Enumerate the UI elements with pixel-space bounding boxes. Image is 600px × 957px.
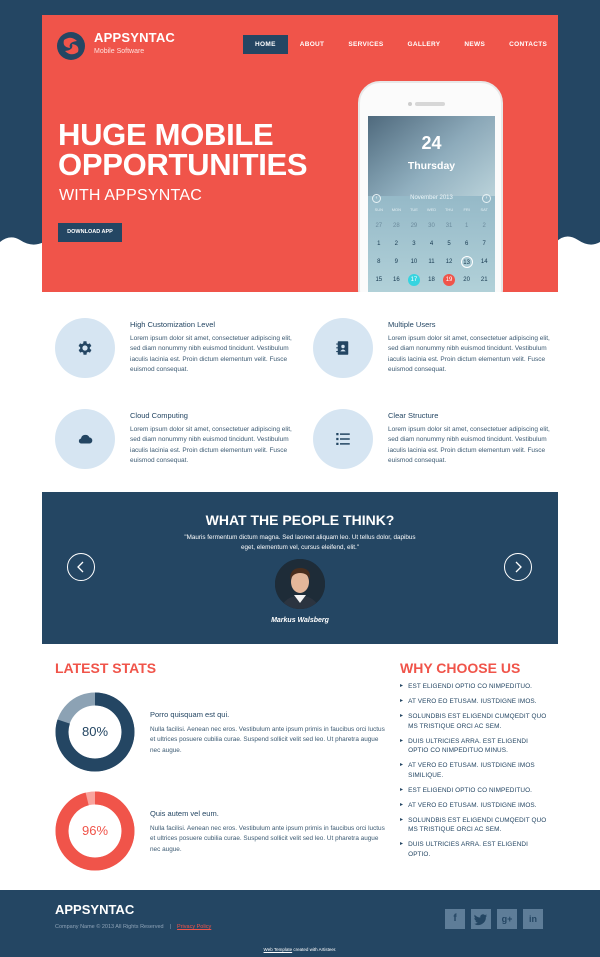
nav-gallery[interactable]: GALLERY (407, 41, 441, 48)
calendar-weekday-label: TUE (409, 207, 418, 212)
why-list-item-text: AT VERO EO ETUSAM. IUSTDIGNE IMOS. (408, 801, 537, 809)
chevron-right-icon: ▸ (400, 786, 404, 793)
calendar-day[interactable]: 17 (408, 274, 420, 286)
hero-title (58, 117, 308, 182)
calendar-day[interactable]: 31 (445, 223, 453, 229)
why-list-item-text: AT VERO EO ETUSAM. IUSTDIGNE IMOS. (408, 698, 537, 705)
footer-separator: | (169, 924, 172, 930)
twitter-icon[interactable] (471, 909, 491, 929)
logo[interactable] (56, 31, 175, 61)
feature-title: Cloud Computing (130, 411, 188, 420)
stat-value: 96% (81, 823, 109, 838)
why-list-item-text: EST ELIGENDI OPTIO CO NIMPEDITUO. (408, 683, 533, 690)
calendar-weekday-row (370, 207, 493, 216)
feature-title: High Customization Level (130, 320, 216, 329)
calendar-day[interactable]: 16 (393, 277, 400, 283)
nav-home[interactable]: HOME (243, 35, 288, 54)
nav-services[interactable]: SERVICES (348, 41, 384, 48)
calendar-day[interactable]: 8 (377, 259, 381, 265)
google-plus-icon[interactable]: g+ (497, 909, 517, 929)
nav-contacts[interactable]: CONTACTS (509, 41, 548, 48)
testimonial-prev-button[interactable] (67, 553, 95, 581)
footer-copyright (55, 924, 211, 930)
feature-multiple-users (313, 318, 553, 380)
calendar-day[interactable]: 1 (377, 241, 381, 247)
why-list-item-text: SOLUNDBIS EST ELIGENDI CUMQEDIT QUO MS TRISTIQUE ORCI AC SEM. (408, 816, 547, 833)
calendar-day[interactable]: 19 (443, 274, 455, 286)
calendar-month: November 2013 (410, 195, 453, 201)
calendar-day[interactable]: 15 (375, 277, 383, 283)
calendar-day[interactable]: 9 (394, 259, 399, 265)
download-app-button[interactable]: DOWNLOAD APP (58, 223, 122, 242)
feature-icon-circle (55, 409, 115, 469)
chevron-right-icon: ▸ (400, 737, 404, 744)
testimonial-section (42, 492, 558, 644)
why-list-item[interactable] (400, 840, 550, 859)
footer-credit (0, 947, 600, 952)
stat-title: Porro quisquam est qui. (150, 710, 230, 719)
twitter-bird-icon (471, 909, 491, 929)
why-list-item-text: DUIS ULTRICIES ARRA. EST ELIGENDI OPTIO. (408, 841, 529, 858)
why-list-item-text: SOLUNDBIS EST ELIGENDI CUMQEDIT QUO MS TRISTIQUE ORCI AC SEM. (408, 713, 547, 730)
list-icon (334, 430, 352, 448)
why-list-item[interactable] (400, 682, 550, 692)
chevron-right-icon: ▸ (400, 762, 404, 768)
stat-donut-1 (55, 692, 135, 772)
stat-title: Quis autem vel eum. (150, 809, 219, 818)
calendar-grid (370, 220, 493, 286)
stat-text: Nulla facilisi. Aenean nec eros. Vestibulum ante ipsum primis in faucibus orci luctus et ultrices posuere cubilia curae. Suspend sollicit velit sed leo. Ut pharetra augue nec augue. (150, 726, 385, 754)
calendar-day[interactable]: 3 (412, 241, 416, 247)
brand-tagline: Mobile Software (94, 48, 145, 55)
testimonial-next-button[interactable] (504, 553, 532, 581)
phone-screen (368, 116, 495, 292)
feature-icon-circle (313, 409, 373, 469)
chevron-right-icon: ▸ (400, 713, 404, 719)
gear-icon (76, 339, 94, 357)
calendar-weekday-label: WED (426, 207, 437, 212)
web-template-link[interactable]: Web Template (263, 947, 293, 952)
stat-donut-2 (55, 791, 135, 871)
privacy-policy-link[interactable]: Privacy Policy (177, 924, 212, 930)
cloud-icon (76, 430, 94, 448)
chevron-right-icon: ▸ (400, 841, 404, 847)
avatar (275, 559, 325, 609)
calendar-day[interactable]: 29 (410, 223, 418, 229)
why-choose-us-title: WHY CHOOSE US (400, 660, 521, 676)
calendar-next-icon: › (482, 194, 491, 203)
testimonial-author: Markus Walsberg (271, 617, 329, 624)
calendar-day[interactable]: 2 (482, 223, 486, 229)
why-list-item-text: AT VERO EO ETUSAM. IUSTDIGNE IMOS SIMILIQUE. (408, 762, 535, 779)
why-list-item-text: DUIS ULTRICIES ARRA. EST ELIGENDI OPTIO CO NIMPEDITUO MINUS. (408, 737, 529, 754)
phone-camera (408, 102, 412, 106)
feature-clear-structure (313, 409, 553, 471)
calendar-day[interactable]: 5 (447, 241, 451, 247)
logo-icon (56, 31, 86, 61)
why-list-item[interactable] (400, 761, 550, 780)
calendar-day[interactable]: 20 (463, 277, 470, 283)
why-list-item[interactable] (400, 816, 550, 835)
chevron-right-icon: ▸ (400, 816, 404, 823)
copyright-text: Company Name © 2013 All Rights Reserved (55, 924, 164, 930)
why-choose-us-list (400, 682, 550, 865)
calendar-day[interactable]: 21 (480, 277, 488, 283)
linkedin-icon[interactable]: in (523, 909, 543, 929)
chevron-right-icon: ▸ (400, 683, 404, 689)
calendar-weekday-label: SAT (480, 207, 488, 212)
testimonial-title: WHAT THE PEOPLE THINK? (205, 512, 395, 528)
calendar-day[interactable]: 4 (429, 241, 434, 247)
hero-title-line2: OPPORTUNITIES (58, 147, 308, 182)
calendar-day[interactable]: 30 (428, 223, 435, 229)
feature-icon-circle (313, 318, 373, 378)
why-list-item[interactable] (400, 737, 550, 756)
footer (0, 890, 600, 957)
why-list-item[interactable] (400, 801, 550, 811)
hero-subtitle: WITH APPSYNTAC (59, 187, 202, 204)
credit-text: created with Artisteer. (292, 947, 337, 952)
why-list-item-text: EST ELIGENDI OPTIO CO NIMPEDITUO. (408, 786, 533, 794)
calendar-weekday-label: SUN (374, 207, 384, 212)
screen-wallpaper (368, 116, 495, 196)
hero-title-line1: HUGE MOBILE (58, 117, 274, 152)
feature-text: Lorem ipsum dolor sit amet, consectetuer adipiscing elit, sed diam nonummy nibh euismod tincidunt. Vestibulum iaculis lacinia est. Proin dictum elementum velit. Fusce euismod consequat. (130, 426, 292, 464)
latest-stats-title: LATEST STATS (55, 660, 157, 676)
chevron-left-icon (76, 561, 86, 573)
feature-cloud-computing (55, 409, 295, 471)
calendar-day[interactable]: 13 (461, 256, 473, 268)
calendar-date-number: 24 (421, 133, 442, 153)
calendar-day[interactable]: 1 (464, 223, 469, 229)
stat-value: 80% (81, 724, 109, 739)
stat-text: Nulla facilisi. Aenean nec eros. Vestibulum ante ipsum primis in faucibus orci luctus et ultrices posuere cubilia curae. Suspend sollicit velit sed leo. Ut pharetra augue nec augue. (150, 825, 385, 853)
phone-speaker (415, 102, 445, 106)
main-nav (243, 35, 558, 54)
why-list-item[interactable] (400, 697, 550, 707)
chevron-right-icon (513, 561, 523, 573)
calendar-weekday-label: FRI (463, 207, 470, 212)
chevron-right-icon: ▸ (400, 698, 404, 704)
nav-news[interactable]: NEWS (464, 41, 486, 48)
hero-banner (42, 15, 558, 292)
brand-name: APPSYNTAC (94, 30, 176, 45)
calendar-day[interactable]: 27 (375, 223, 383, 229)
calendar-prev-icon: ‹ (372, 194, 381, 203)
calendar-weekday-label: MON (391, 207, 402, 212)
feature-icon-circle (55, 318, 115, 378)
feature-text: Lorem ipsum dolor sit amet, consectetuer adipiscing elit, sed diam nonummy nibh euismod tincidunt. Vestibulum iaculis lacinia est. Proin dictum elementum velit. Fusce euismod consequat. (388, 426, 550, 464)
footer-brand: APPSYNTAC (55, 902, 135, 917)
calendar-day[interactable]: 10 (410, 259, 418, 265)
chevron-right-icon: ▸ (400, 801, 404, 808)
calendar-weekday-label: THU (444, 207, 454, 212)
feature-text: Lorem ipsum dolor sit amet, consectetuer adipiscing elit, sed diam nonummy nibh euismod tincidunt. Vestibulum iaculis lacinia est. Proin dictum elementum velit. Fusce euismod consequat. (388, 335, 550, 373)
calendar-day[interactable]: 6 (464, 241, 469, 247)
why-list-item[interactable] (400, 786, 550, 796)
calendar-day[interactable]: 14 (480, 259, 488, 265)
feature-text: Lorem ipsum dolor sit amet, consectetuer adipiscing elit, sed diam nonummy nibh euismod tincidunt. Vestibulum iaculis lacinia est. Proin dictum elementum velit. Fusce euismod consequat. (130, 335, 292, 373)
person-photo-icon (275, 559, 325, 609)
calendar-day[interactable]: 11 (428, 259, 435, 265)
calendar-day[interactable]: 28 (393, 223, 400, 229)
calendar-weekday: Thursday (407, 160, 456, 172)
calendar-day[interactable]: 12 (445, 259, 453, 265)
calendar-day[interactable]: 7 (482, 241, 486, 247)
calendar-day[interactable]: 18 (428, 277, 435, 283)
contacts-book-icon (334, 339, 352, 357)
feature-customization (55, 318, 295, 380)
testimonial-quote: "Mauris fermentum dictum magna. Sed laoreet aliquam leo. Ut tellus dolor, dapibus eget, elementum vel, cursus eleifend, elit." (184, 534, 416, 551)
phone-mockup (358, 81, 503, 292)
calendar-day[interactable]: 2 (394, 241, 399, 247)
nav-about[interactable]: ABOUT (299, 41, 325, 48)
facebook-icon[interactable]: f (445, 909, 465, 929)
feature-title: Clear Structure (388, 411, 439, 420)
why-list-item[interactable] (400, 712, 550, 731)
feature-title: Multiple Users (388, 320, 436, 329)
